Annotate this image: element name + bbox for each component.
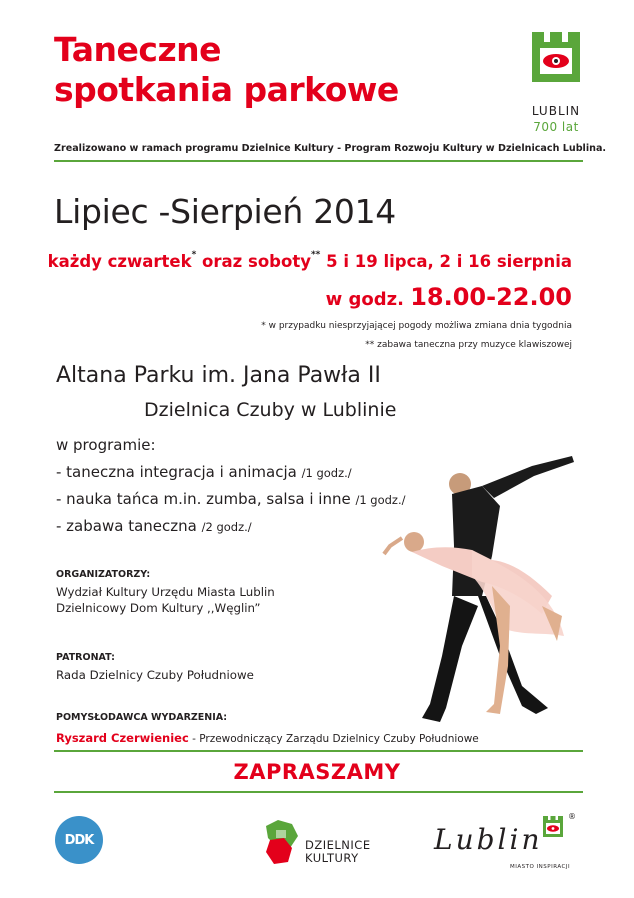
green-divider-bottom <box>54 750 583 752</box>
author-name: Ryszard Czerwieniec <box>56 731 189 745</box>
footnote-mark-1: * <box>191 249 197 260</box>
dk-line-2: KULTURY <box>305 851 359 865</box>
schedule-hours <box>326 283 572 311</box>
lublin-brand-tagline: MIASTO INSPIRACJI <box>510 864 571 870</box>
dzielnice-kultury-logo-text <box>305 839 371 865</box>
patronage-heading: PATRONAT: <box>56 652 115 663</box>
event-district: Dzielnica Czuby w Lublinie <box>144 399 397 421</box>
dzielnice-kultury-logo-icon <box>262 818 302 866</box>
programme-heading: w programie: <box>56 436 156 454</box>
programme-item-duration: /1 godz./ <box>355 493 406 507</box>
organizers-heading: ORGANIZATORZY: <box>56 569 151 580</box>
program-statement: Zrealizowano w ramach programu Dzielnice Kultury - Program Rozwoju Kultury w Dzielnicach Lublina. <box>54 143 607 154</box>
patronage-name: Rada Dzielnicy Czuby Południowe <box>56 668 254 682</box>
programme-item <box>56 490 406 508</box>
hours-value: 18.00-22.00 <box>410 283 572 311</box>
schedule-thursday: każdy czwartek <box>47 252 192 271</box>
ddk-logo <box>55 816 103 864</box>
event-dates: Lipiec -Sierpień 2014 <box>54 192 397 231</box>
organizer-2: Dzielnicowy Dom Kultury ,,Węglin” <box>56 601 261 615</box>
footnote-mark-2: ** <box>310 249 321 260</box>
programme-item-text: - zabawa taneczna <box>56 517 202 535</box>
hours-prefix: w godz. <box>325 289 411 310</box>
footnote-2: ** zabawa taneczna przy muzyce klawiszowej <box>365 340 572 350</box>
author-heading: POMYSŁODAWCA WYDARZENIA: <box>56 712 228 723</box>
footnote-1: * w przypadku niesprzyjającej pogody możliwa zmiana dnia tygodnia <box>261 321 572 331</box>
event-place: Altana Parku im. Jana Pawła II <box>56 363 381 388</box>
programme-item <box>56 517 252 535</box>
organizer-1: Wydział Kultury Urzędu Miasta Lublin <box>56 585 275 599</box>
lublin-brand-logo: Lublin <box>434 823 543 856</box>
dancing-couple-image <box>382 446 594 738</box>
author-role: - Przewodniczący Zarządu Dzielnicy Czuby Południowe <box>188 733 479 745</box>
logo-years-label: 700 lat <box>533 120 579 134</box>
lublin-700-logo <box>524 30 588 140</box>
green-divider-invite <box>54 791 583 793</box>
green-divider-top <box>54 160 583 162</box>
invitation: ZAPRASZAMY <box>233 760 401 784</box>
programme-item-text: - taneczna integracja i animacja <box>56 463 302 481</box>
schedule-days <box>47 249 572 271</box>
poster-title <box>54 30 399 110</box>
dk-line-1: DZIELNICE <box>305 838 371 852</box>
programme-item-duration: /2 godz./ <box>201 520 252 534</box>
title-line-2: spotkania parkowe <box>54 70 399 109</box>
programme-item-duration: /1 godz./ <box>301 466 352 480</box>
ddk-logo-text: DDK <box>64 832 94 848</box>
programme-item <box>56 463 352 481</box>
schedule-saturday: oraz soboty <box>196 252 311 271</box>
registered-mark: ® <box>568 812 576 821</box>
schedule-dates: 5 i 19 lipca, 2 i 16 sierpnia <box>320 252 572 271</box>
title-line-1: Taneczne <box>54 30 222 69</box>
logo-city-label: LUBLIN <box>531 104 581 118</box>
programme-item-text: - nauka tańca m.in. zumba, salsa i inne <box>56 490 356 508</box>
lublin-brand-icon <box>541 815 565 839</box>
lublin-700-logo-icon <box>528 30 584 86</box>
